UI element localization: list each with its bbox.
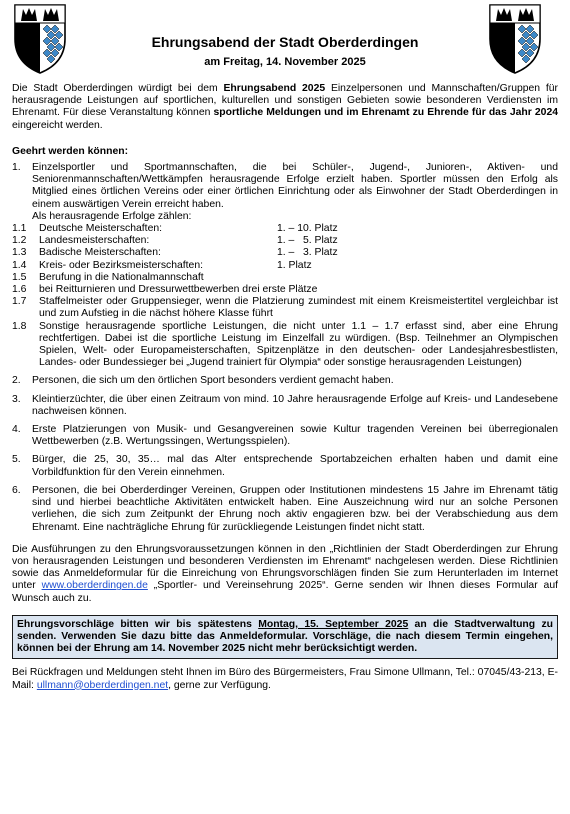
list-item-text: Erste Platzierungen von Musik- und Gesangvereinen sowie Kultur tragenden Vereinen bei überregionalen Wettbewerben (z.B. Wertungssingen, Wertungsspielen). [32,424,558,448]
list-item-number: 6. [12,484,21,496]
sub-item-number: 1.5 [12,271,27,283]
email-link[interactable]: ullmann@oberderdingen.net [36,679,169,691]
list-item [12,454,558,478]
sub-item [12,296,558,320]
intro-bold-categories: sportliche Meldungen und im Ehrenamt zu Ehrende für das Jahr 2024 [213,107,558,119]
deadline-date: Montag, 15. September 2025 [258,618,409,630]
sub-item-number: 1.2 [12,235,27,247]
sub-item [12,235,558,247]
sub-item-text: Staffelmeister oder Gruppensieger, wenn die Platzierung zumindest mit einem Kreismeistertitel vergleichbar ist und zum Aufstieg in die nächst höhere Klasse führt [39,296,558,320]
sub-item-text: Berufung in die Nationalmannschaft [39,271,204,283]
sub-item-value: 1. – 3. Platz [277,247,338,259]
sub-item-number: 1.4 [12,259,27,271]
website-link[interactable]: www.oberderdingen.de [41,580,148,592]
list-item [12,485,558,534]
document-body [12,83,558,692]
sub-item-value: 1. – 10. Platz [277,223,338,235]
sub-item-label: Deutsche Meisterschaften: [39,223,163,235]
sub-item [12,223,558,235]
intro-paragraph [12,83,558,132]
sub-item [12,272,558,284]
sub-item-number: 1.1 [12,223,27,235]
list-item-number: 2. [12,375,21,387]
sub-item-number: 1.6 [12,284,27,296]
document-title: Ehrungsabend der Stadt Oberderdingen [151,34,419,50]
details-text: Die Ausführungen zu den Ehrungsvoraussetzungen können in den „Richtlinien der Stadt Oberderdingen zur Ehrung von herausragenden Leistungen und besonderen Verdiensten im Ehrenamt“ nachgelesen werden. Diese Richtlinien sowie das Anmeldeformular für die Einreichung von Ehrungsvorschlägen finden Sie zum Herunterladen im Internet unter [12,543,558,592]
list-item-text [12,162,558,369]
intro-text: Einzelpersonen und Mannschaften/Gruppen für herausragende Leistungen auf sportlichen, kulturellen und sonstigen Gebieten sowie besonderen Verdiensten im Ehrenamt. Für diese Veranstaltung können [12,83,559,119]
list-item-number: 4. [12,424,21,436]
coat-of-arms-icon [7,1,73,75]
list-item [12,375,558,387]
honor-criteria-list [12,162,558,534]
sub-item [12,284,558,296]
contact-text: , gerne zur Verfügung. [168,679,271,691]
list-item-text: Kleintierzüchter, die über einen Zeitraum von mind. 10 Jahre herausragende Erfolge auf Kreis- und Landesebene nachweisen können. [32,393,558,417]
section-heading: Geehrt werden können: [12,145,129,157]
sub-item-number: 1.3 [12,247,27,259]
sub-item-label: Badische Meisterschaften: [39,247,161,259]
notice-text: Ehrungsvorschläge bitten wir bis spätestens [17,618,259,630]
sub-item [12,260,558,272]
details-paragraph [12,544,558,605]
list-item-number: 3. [12,393,21,405]
sub-item-number: 1.8 [12,320,27,332]
sub-item [12,321,558,370]
sub-item-value: 1. Platz [277,259,312,271]
item-description: Einzelsportler und Sportmannschaften, die bei Schüler-, Jugend-, Junioren-, Aktiven- und Seniorenmannschaften/Wettkämpfen herausragende Erfolge erzielt haben. Sportler müssen den Erfolg als Mitglied eines örtlichen Vereins oder einer örtlichen Einrichtung oder als Einwohner der Stadt Oberderdingen in einem auswärtigen Verein erreicht haben. [32,162,558,210]
document-subtitle: am Freitag, 14. November 2025 [204,56,366,68]
contact-text: Bei Rückfragen und Meldungen steht Ihnen im Büro des Bürgermeisters, Frau Simone Ullmann, Tel.: 07045/43-213, E-Mail: [12,667,558,691]
list-item [12,424,558,448]
sub-item-number: 1.7 [12,296,27,308]
sub-item-label: Kreis- oder Bezirksmeisterschaften: [39,259,203,271]
notice-text: an die Stadtverwaltung zu senden. Verwenden Sie dazu bitte das Anmeldeformular. Vorschläge, die nach diesem Termin eingehen, können bei der Ehrung am 14. November 2025 nicht mehr berücksichtigt werden. [17,618,553,655]
list-item-number: 5. [12,454,21,466]
list-item-text: Personen, die sich um den örtlichen Sport besonders verdient gemacht haben. [32,375,394,387]
contact-paragraph [12,667,558,691]
sub-item-text: Sonstige herausragende sportliche Leistungen, die nicht unter 1.1 – 1.7 erfasst sind, aber eine Ehrung rechtfertigen. Dabei ist die sportliche Leistung im Einzelfall zu würdigen. (Bsp. Teilnehmer an Olympischen Spielen, Welt- oder Europameisterschaften, Spitzenplätze in den deutschen- oder Landesjahresbestlisten, Landes- oder Bundessieger bei „Jugend trainiert für Olympia“ oder sonstige herausragenden Leistungen) [39,320,558,369]
deadline-notice-box [12,615,558,660]
sub-list-lead: Als herausragende Erfolge zählen: [32,210,192,222]
sub-item-label: Landesmeisterschaften: [39,235,150,247]
coat-of-arms-icon [482,1,548,75]
sub-item-text: bei Reitturnieren und Dressurwettbewerben drei erste Plätze [39,284,318,296]
list-item-text: Bürger, die 25, 30, 35… mal das Alter entsprechende Sportabzeichen erhalten haben und damit eine Vorbildfunktion für den Verein einnehmen. [32,454,558,478]
list-item [12,162,558,369]
list-item-text: Personen, die bei Oberderdinger Vereinen, Gruppen oder Institutionen mindestens 15 Jahre im Ehrenamt tätig sind und hierbei beachtliche Aktivitäten entwickelt haben. Eine Auszeichnung wird nur an solche Personen verliehen, die sich zum Zeitpunkt der Ehrung noch aktiv engagieren bzw. bei der Verabschiedung aus dem Ehrenamt. Eine nachträgliche Ehrung für zurückliegende Leistungen findet nicht statt. [32,484,558,533]
details-text: „Sportler- und Vereinsehrung 2025“. Gerne senden wir Ihnen dieses Formular auf Wunsch auch zu. [12,580,558,604]
sub-item-value: 1. – 5. Platz [277,235,338,247]
intro-bold-event: Ehrungsabend 2025 [223,83,326,94]
sub-item [12,247,558,259]
intro-text: eingereicht werden. [12,119,103,131]
list-item [12,394,558,418]
intro-text: Die Stadt Oberderdingen würdigt bei dem [12,83,224,94]
list-item-number: 1. [12,162,21,174]
